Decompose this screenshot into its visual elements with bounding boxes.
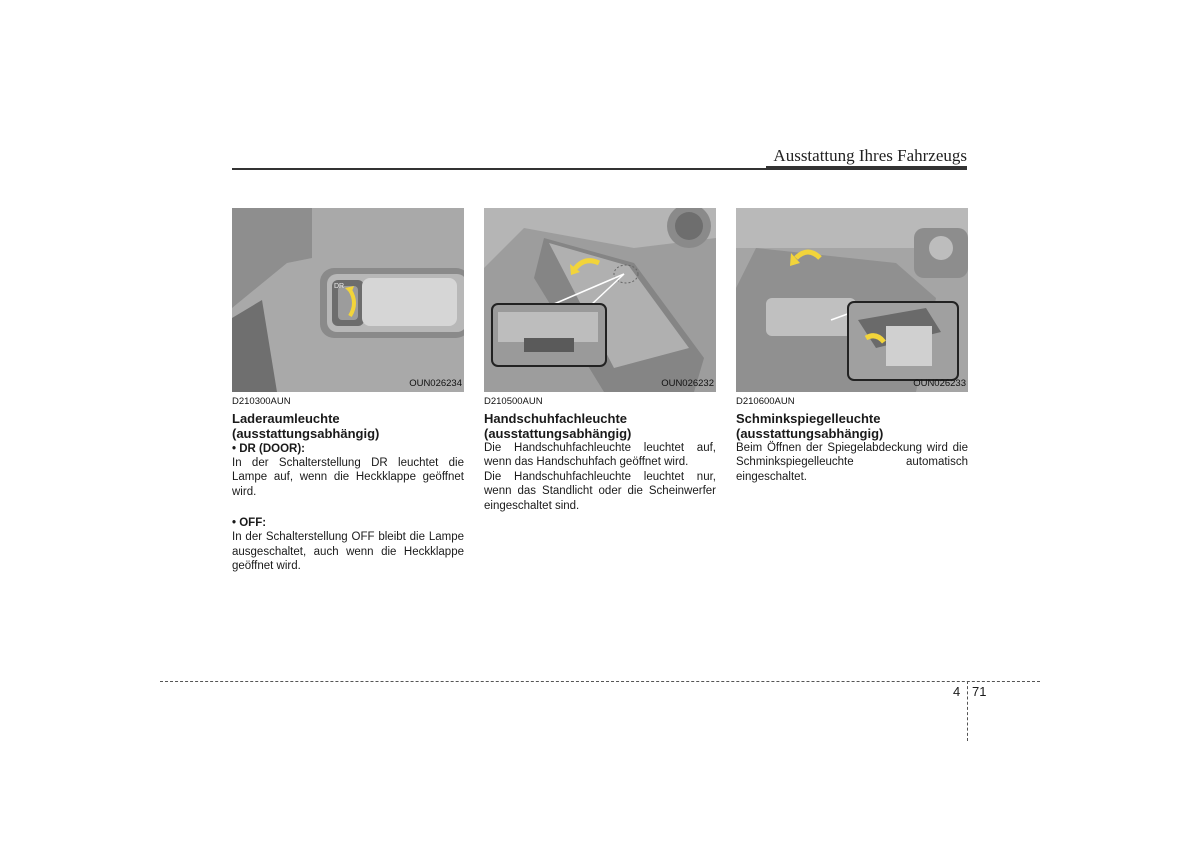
svg-text:DR: DR — [334, 283, 345, 290]
paragraph: Beim Öffnen der Spiegelabdeckung wird die Schminkspiegelleuchte automatisch eingeschaltet. — [736, 442, 968, 483]
doc-id: D210600AUN — [736, 396, 795, 407]
section-vanity-mirror-light — [736, 208, 968, 484]
cargo-light-figure — [232, 208, 464, 392]
section-title: Schminkspiegelleuchte (ausstattungsabhängig) — [736, 411, 884, 441]
section-title: Handschuhfachleuchte (ausstattungsabhängig) — [484, 411, 632, 441]
doc-id: D210500AUN — [484, 396, 543, 407]
option-off-text: In der Schalterstellung OFF bleibt die Lampe ausgeschaltet, auch wenn die Heckklappe geöffnet wird. — [232, 531, 464, 573]
page-number: 71 — [972, 684, 987, 699]
footer-divider — [967, 681, 968, 741]
page-header-title: Ausstattung Ihres Fahrzeugs — [773, 146, 967, 165]
section-title: Laderaumleuchte (ausstattungsabhängig) — [232, 411, 380, 441]
doc-id: D210300AUN — [232, 396, 291, 407]
header-rule-accent — [766, 166, 967, 170]
figure-code: OUN026233 — [913, 378, 966, 389]
section-glovebox-light — [484, 208, 716, 513]
glovebox-light-figure — [484, 208, 716, 392]
paragraph: Die Handschuhfachleuchte leuchtet nur, wenn das Standlicht oder die Scheinwerfer eingeschaltet sind. — [484, 470, 716, 512]
option-dr-label: • DR (DOOR): — [232, 443, 306, 455]
paragraph: Die Handschuhfachleuchte leuchtet auf, wenn das Handschuhfach geöffnet wird. — [484, 442, 716, 469]
vanity-mirror-figure — [736, 208, 968, 392]
footer-rule — [160, 681, 1040, 682]
option-dr-text: In der Schalterstellung DR leuchtet die Lampe auf, wenn die Heckklappe geöffnet wird. — [232, 457, 464, 498]
chapter-number: 4 — [953, 684, 961, 699]
figure-code: OUN026232 — [661, 378, 714, 389]
section-cargo-light — [232, 208, 464, 573]
option-off-label: • OFF: — [232, 517, 267, 530]
figure-code: OUN026234 — [409, 378, 462, 389]
